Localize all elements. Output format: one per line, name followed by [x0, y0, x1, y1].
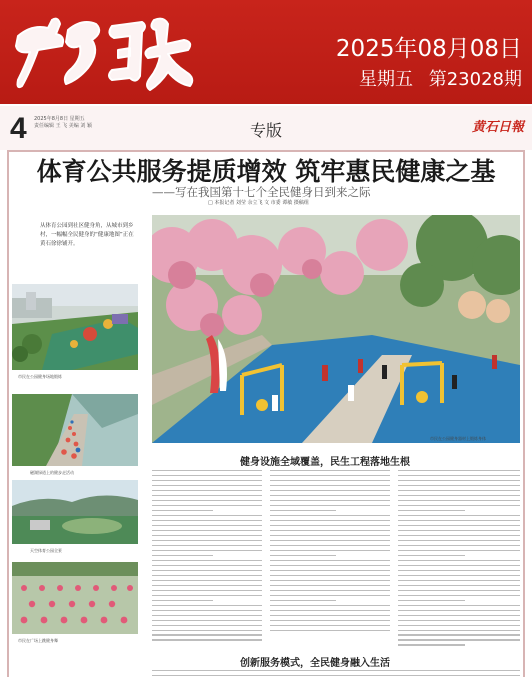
- text-line: [152, 470, 262, 471]
- text-line: [398, 485, 520, 486]
- text-line: [270, 470, 390, 471]
- text-line: [398, 610, 520, 611]
- text-line: [398, 515, 520, 516]
- text-line: [152, 575, 262, 576]
- text-line: [270, 595, 390, 596]
- article-headline[interactable]: 体育公共服务提质增效 筑牢惠民健康之基: [36, 157, 496, 186]
- text-line: [270, 585, 390, 586]
- masthead: [0, 0, 532, 104]
- text-line: [270, 570, 390, 571]
- text-line: [398, 625, 520, 626]
- text-line: [398, 580, 520, 581]
- text-line: [270, 490, 390, 491]
- strip-logo: 黄石日報: [471, 120, 524, 135]
- text-line: [152, 634, 262, 635]
- text-line: [270, 575, 390, 576]
- text-line: [270, 565, 390, 566]
- text-line: [270, 535, 390, 536]
- text-line: [398, 585, 520, 586]
- text-line: [152, 540, 262, 541]
- text-line: [270, 560, 390, 561]
- text-line: [152, 590, 262, 591]
- text-line: [270, 500, 390, 501]
- text-line: [152, 555, 213, 556]
- main-photo-caption: 市民在公园健身器材上锻炼身体: [430, 436, 486, 441]
- text-line: [398, 630, 520, 631]
- text-line: [270, 495, 390, 496]
- photo-caption-2: 磁湖绿道上的健步走活动: [30, 470, 74, 475]
- text-line: [152, 565, 262, 566]
- text-line: [398, 555, 465, 556]
- intro-caption: 从体育公园到社区健身角，从城市到乡村，一幅幅全民健身的“健康地图”正在黄石徐徐铺开。: [40, 223, 134, 247]
- text-line: [152, 610, 262, 611]
- text-line: [152, 530, 262, 531]
- text-line: [270, 615, 390, 616]
- text-line: [270, 555, 336, 556]
- photo-caption-1: 市民在公园健身场地锻炼: [18, 374, 62, 379]
- text-line: [270, 510, 336, 511]
- text-line: [398, 644, 465, 645]
- text-line: [270, 620, 390, 621]
- text-line: [270, 525, 390, 526]
- text-line: [152, 515, 262, 516]
- text-line: [152, 605, 262, 606]
- text-line: [398, 605, 520, 606]
- photo-square-dance[interactable]: [12, 562, 138, 634]
- text-line: [152, 675, 520, 676]
- text-line: [270, 505, 390, 506]
- issue-date: 2025年08月08日: [335, 36, 522, 62]
- page-meta: 2025年8月8日 星期五 责任编辑 王 飞 美编 刘 颖: [34, 116, 92, 129]
- text-line: [152, 495, 262, 496]
- text-line: [152, 639, 262, 640]
- text-line: [270, 580, 390, 581]
- body-text-lower: [152, 670, 520, 680]
- page-header-strip: [0, 104, 532, 150]
- text-line: [398, 475, 520, 476]
- text-line: [270, 515, 390, 516]
- text-line: [398, 639, 520, 640]
- newspaper-logo: [8, 6, 208, 98]
- text-line: [270, 630, 390, 631]
- text-line: [398, 510, 465, 511]
- text-line: [398, 600, 465, 601]
- text-line: [152, 595, 262, 596]
- text-line: [398, 500, 520, 501]
- text-line: [398, 634, 520, 635]
- text-line: [398, 545, 520, 546]
- text-line: [152, 535, 262, 536]
- text-line: [398, 560, 520, 561]
- text-line: [270, 480, 390, 481]
- text-line: [152, 670, 520, 671]
- text-line: [398, 530, 520, 531]
- photo-greenway-walk[interactable]: [12, 394, 138, 466]
- section-heading-1[interactable]: 健身设施全域覆盖，民生工程落地生根: [240, 457, 410, 468]
- text-line: [398, 595, 520, 596]
- text-line: [398, 490, 520, 491]
- text-line: [398, 525, 520, 526]
- page-number: 4: [10, 112, 27, 145]
- main-photo-fitness-park[interactable]: [152, 215, 520, 443]
- weekday: 星期五: [359, 69, 413, 90]
- text-line: [152, 480, 262, 481]
- body-text-column-1: [152, 470, 262, 644]
- text-line: [152, 550, 262, 551]
- text-line: [270, 610, 390, 611]
- text-line: [398, 540, 520, 541]
- article-byline: □ 本报记者 刘莹 余立飞 文 市委 谭敏 摄稿组: [208, 200, 309, 206]
- text-line: [152, 580, 262, 581]
- photo-sky-park[interactable]: [12, 480, 138, 544]
- text-line: [152, 570, 262, 571]
- body-text-column-2: [270, 470, 390, 634]
- text-line: [270, 475, 390, 476]
- text-line: [270, 600, 336, 601]
- text-line: [398, 495, 520, 496]
- text-line: [152, 490, 262, 491]
- section-heading-2[interactable]: 创新服务模式，全民健身融入生活: [240, 658, 390, 669]
- section-title: 专版: [250, 121, 283, 140]
- photo-caption-4: 市民在广场上跳健身舞: [18, 638, 58, 643]
- text-line: [152, 625, 262, 626]
- text-line: [152, 500, 262, 501]
- text-line: [270, 550, 390, 551]
- text-line: [152, 560, 262, 561]
- text-line: [152, 520, 262, 521]
- text-line: [152, 525, 262, 526]
- text-line: [270, 625, 390, 626]
- text-line: [152, 545, 262, 546]
- text-line: [270, 520, 390, 521]
- text-line: [398, 470, 520, 471]
- text-line: [398, 565, 520, 566]
- text-line: [152, 485, 262, 486]
- text-line: [152, 510, 213, 511]
- photo-park-playground[interactable]: [12, 284, 138, 370]
- text-line: [398, 615, 520, 616]
- text-line: [270, 540, 390, 541]
- text-line: [270, 485, 390, 486]
- text-line: [398, 535, 520, 536]
- body-text-column-3: [398, 470, 520, 649]
- text-line: [152, 615, 262, 616]
- text-line: [398, 570, 520, 571]
- photo-caption-3: 天空体育公园全景: [30, 548, 62, 553]
- text-line: [398, 550, 520, 551]
- text-line: [270, 605, 390, 606]
- text-line: [270, 530, 390, 531]
- text-line: [152, 600, 213, 601]
- text-line: [398, 620, 520, 621]
- text-line: [398, 590, 520, 591]
- text-line: [270, 545, 390, 546]
- issue-info: [349, 65, 522, 91]
- text-line: [398, 520, 520, 521]
- text-line: [398, 505, 520, 506]
- text-line: [152, 475, 262, 476]
- text-line: [398, 480, 520, 481]
- text-line: [152, 505, 262, 506]
- article-subhead: ——写在我国第十七个全民健身日到来之际: [152, 185, 371, 199]
- text-line: [152, 630, 262, 631]
- text-line: [270, 590, 390, 591]
- issue-number: 第23028期: [428, 69, 522, 90]
- text-line: [152, 620, 262, 621]
- text-line: [398, 575, 520, 576]
- text-line: [152, 585, 262, 586]
